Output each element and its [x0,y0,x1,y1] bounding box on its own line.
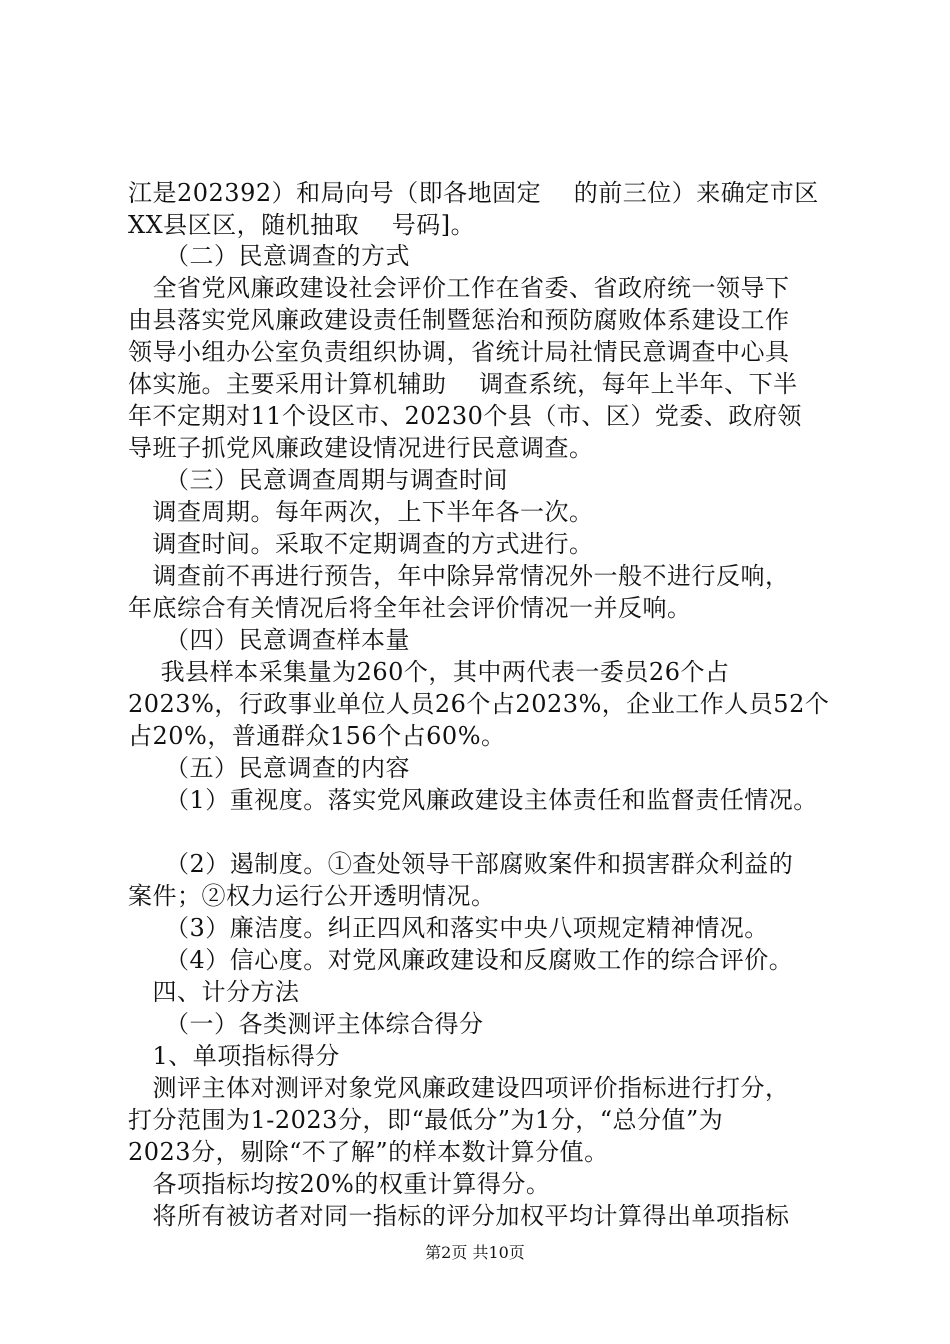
text-line: 调查周期。每年两次，上下半年各一次。 [128,498,594,526]
text-line: 由县落实党风廉政建设责任制暨惩治和预防腐败体系建设工作 [128,306,790,334]
text-line: 领导小组办公室负责组织协调，省统计局社情民意调查中心具 [128,338,790,366]
text-line: （2）遏制度。①查处领导干部腐败案件和损害群众利益的 [128,850,794,878]
text-line: 调查前不再进行预告，年中除异常情况外一般不进行反响， [128,562,790,590]
text-line: （1）重视度。落实党风廉政建设主体责任和监督责任情况。 [128,786,818,814]
text-line: 导班子抓党风廉政建设情况进行民意调查。 [128,434,594,462]
section-heading: （四）民意调查样本量 [128,626,410,654]
text-line: （3）廉洁度。纠正四风和落实中央八项规定精神情况。 [128,914,769,942]
text-line: 各项指标均按20%的权重计算得分。 [128,1170,551,1198]
text-line: 将所有被访者对同一指标的评分加权平均计算得出单项指标 [128,1202,790,1230]
section-heading: （五）民意调查的内容 [128,754,410,782]
section-heading: （一）各类测评主体综合得分 [128,1010,484,1038]
text-line: 调查时间。采取不定期调查的方式进行。 [128,530,594,558]
text-line: XX县区区，随机抽取 号码]。 [128,211,476,239]
text-line: 全省党风廉政建设社会评价工作在省委、省政府统一领导下 [128,274,790,302]
text-line: 年底综合有关情况后将全年社会评价情况一并反响。 [128,594,692,622]
text-line: 2023分，剔除“不了解”的样本数计算分值。 [128,1138,609,1166]
text-line: （4）信心度。对党风廉政建设和反腐败工作的综合评价。 [128,946,794,974]
section-heading: 四、计分方法 [128,978,300,1006]
text-line: 2023%，行政事业单位人员26个占2023%，企业工作人员52个 [128,690,830,718]
section-heading: （二）民意调查的方式 [128,242,410,270]
text-line: 测评主体对测评对象党风廉政建设四项评价指标进行打分， [128,1074,790,1102]
page-number-footer: 第2页 共10页 [425,1243,525,1262]
text-line: 打分范围为1-2023分，即“最低分”为1分，“总分值”为 [128,1106,724,1134]
text-line: 年不定期对11个设区市、20230个县（市、区）党委、政府领 [128,402,802,430]
text-line: 占20%，普通群众156个占60%。 [128,722,506,750]
section-heading: 1、单项指标得分 [128,1042,340,1070]
text-line: 我县样本采集量为260个，其中两代表一委员26个占 [128,658,730,686]
text-line: 案件；②权力运行公开透明情况。 [128,882,496,910]
text-line: 江是202392）和局向号（即各地固定 的前三位）来确定市区 [128,179,819,207]
text-line: 体实施。主要采用计算机辅助 调查系统，每年上半年、下半 [128,370,798,398]
section-heading: （三）民意调查周期与调查时间 [128,466,508,494]
